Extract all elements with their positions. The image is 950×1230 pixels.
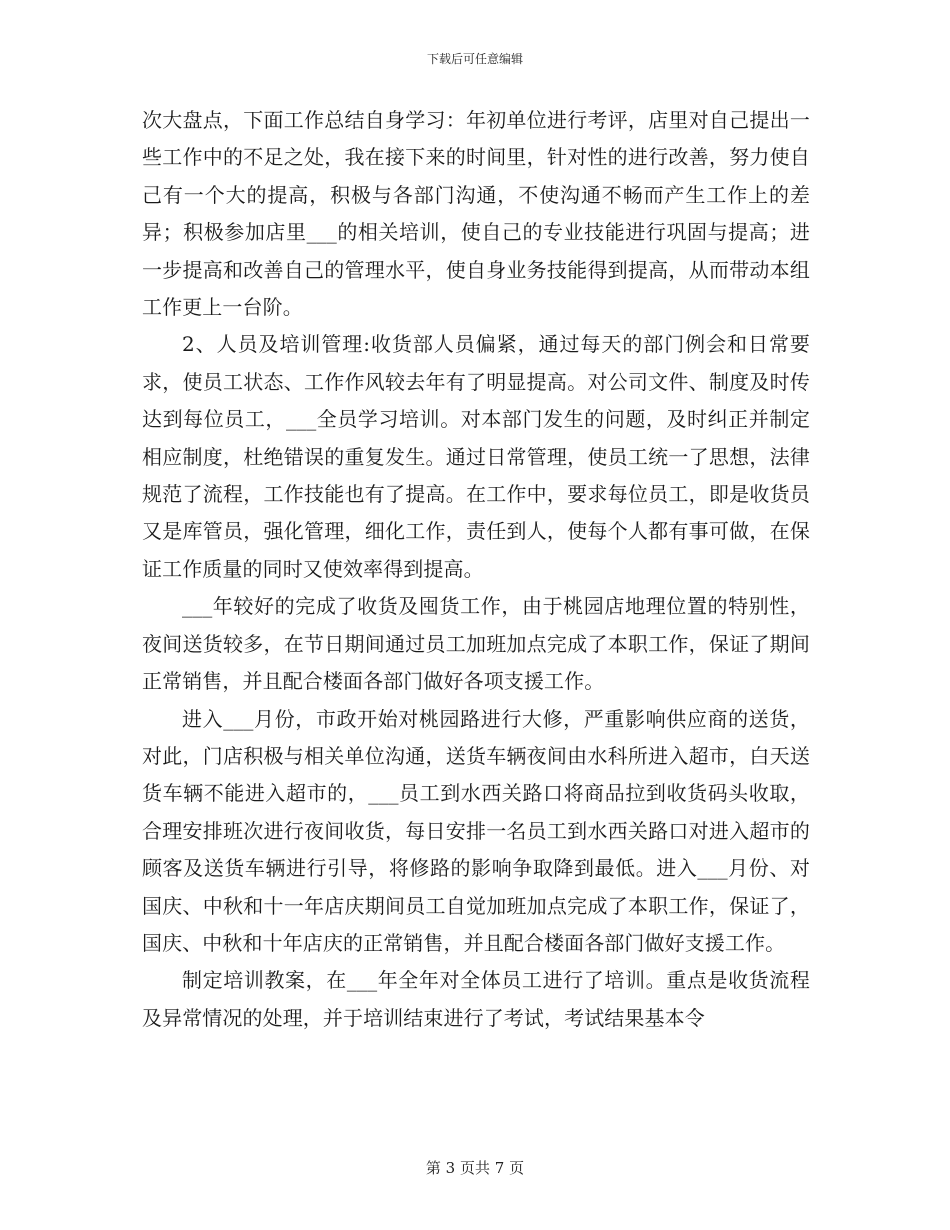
paragraph-3: ___年较好的完成了收货及囤货工作，由于桃园店地理位置的特别性，夜间送货较多，在节日期间通过员工加班加点完成了本职工作，保证了期间正常销售，并且配合楼面各部门做好各项支援工作。 [142,594,810,694]
paragraph-1: 次大盘点，下面工作总结自身学习：年初单位进行考评，店里对自己提出一些工作中的不足之处，我在接下来的时间里，针对性的进行改善，努力使自己有一个大的提高，积极与各部门沟通，不使沟通不畅而产生工作上的差异；积极参加店里___的相关培训，使自己的专业技能进行巩固与提高；进一步提高和改善自己的管理水平，使自身业务技能得到提高，从而带动本组工作更上一台阶。 [142,108,810,320]
paragraph-2: 2、人员及培训管理:收货部人员偏紧，通过每天的部门例会和日常要求，使员工状态、工作作风较去年有了明显提高。对公司文件、制度及时传达到每位员工，___全员学习培训。对本部门发生的问题，及时纠正并制定相应制度，杜绝错误的重复发生。通过日常管理，使员工统一了思想，法律规范了流程，工作技能也有了提高。在工作中，要求每位员工，即是收货员又是库管员，强化管理，细化工作，责任到人，使每个人都有事可做，在保证工作质量的同时又使效率得到提高。 [142,332,810,581]
paragraph-4: 进入___月份，市政开始对桃园路进行大修，严重影响供应商的送货，对此，门店积极与相关单位沟通，送货车辆夜间由水科所进入超市，白天送货车辆不能进入超市的，___员工到水西关路口将商品拉到收货码头收取，合理安排班次进行夜间收货，每日安排一名员工到水西关路口对进入超市的顾客及送货车辆进行引导，将修路的影响争取降到最低。进入___月份、对国庆、中秋和十一年店庆期间员工自觉加班加点完成了本职工作，保证了，国庆、中秋和十年店庆的正常销售，并且配合楼面各部门做好支援工作。 [142,706,810,955]
document-body [142,102,810,1037]
page-header: 下载后可任意编辑 [426,52,523,66]
paragraph-5: 制定培训教案，在___年全年对全体员工进行了培训。重点是收货流程及异常情况的处理，并于培训结束进行了考试，考试结果基本令 [142,968,810,1030]
page-footer: 第 3 页共 7 页 [425,1159,525,1177]
